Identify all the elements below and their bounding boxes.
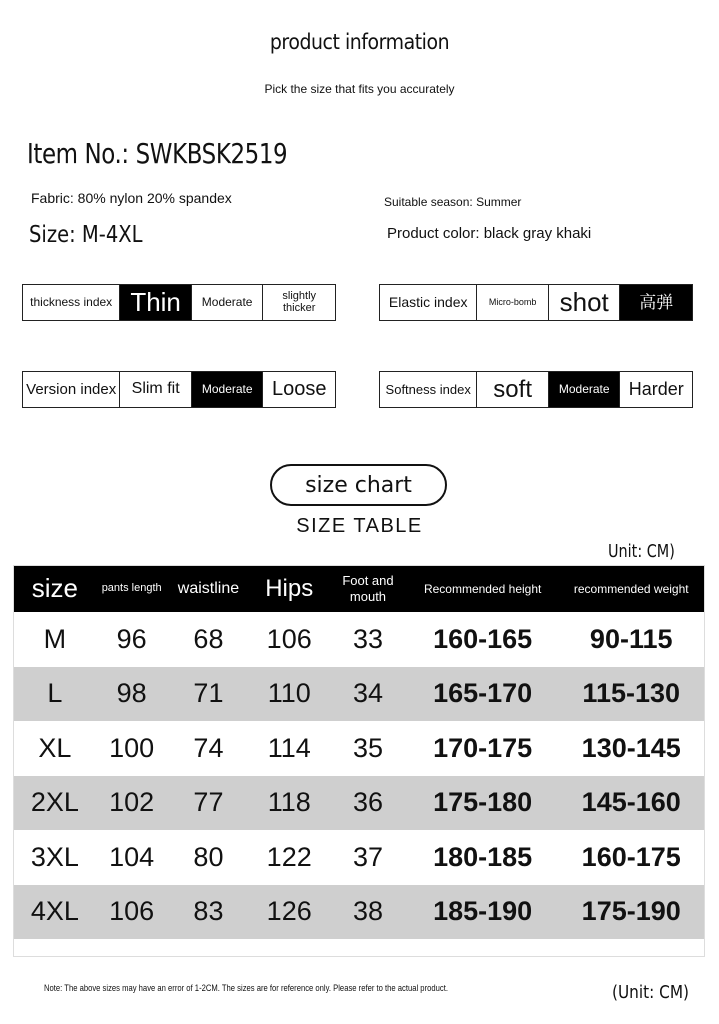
season-info: Suitable season: Summer xyxy=(384,195,522,209)
size-table-title: SIZE TABLE xyxy=(296,515,423,537)
softness-option-soft: soft xyxy=(477,372,549,407)
cell-recommended-height: 165-170 xyxy=(433,678,533,709)
elastic-option-high: 高弹 xyxy=(620,285,692,320)
page-title: product information xyxy=(269,30,450,54)
cell-recommended-weight: 175-190 xyxy=(581,896,681,927)
cell-pants-length: 100 xyxy=(109,732,155,763)
cell-size: XL xyxy=(38,732,72,763)
header-pants-length: pants length xyxy=(101,582,162,595)
version-index-label: Version index xyxy=(23,372,120,407)
cell-pants-length: 102 xyxy=(109,787,155,818)
cell-hips: 118 xyxy=(267,787,311,818)
softness-index-label: Softness index xyxy=(380,372,477,407)
cell-pants-length: 106 xyxy=(109,896,155,927)
cell-recommended-height: 170-175 xyxy=(433,732,533,763)
thickness-index-row xyxy=(22,284,336,321)
header-recommended-weight: recommended weight xyxy=(573,581,689,596)
softness-option-moderate: Moderate xyxy=(549,372,621,407)
cell-hips: 114 xyxy=(267,732,311,763)
table-row-4xl xyxy=(14,885,704,940)
thickness-option-slightly-thicker: slightly thicker xyxy=(282,289,317,314)
cell-foot-and-mouth: 33 xyxy=(352,623,383,654)
cell-recommended-weight: 145-160 xyxy=(581,787,681,818)
cell-size: M xyxy=(43,623,67,654)
cell-foot-and-mouth: 37 xyxy=(352,841,383,872)
thickness-option-thin: Thin xyxy=(120,285,192,320)
cell-recommended-height: 185-190 xyxy=(433,896,533,927)
cell-size: 2XL xyxy=(30,787,79,818)
fabric-info: Fabric: 80% nylon 20% spandex xyxy=(31,190,232,206)
cell-foot-and-mouth: 35 xyxy=(352,732,383,763)
cell-hips: 106 xyxy=(266,623,312,654)
color-info: Product color: black gray khaki xyxy=(387,225,592,242)
cell-recommended-height: 175-180 xyxy=(433,787,533,818)
header-recommended-height: Recommended height xyxy=(423,581,542,596)
size-table xyxy=(13,565,705,957)
cell-foot-and-mouth: 38 xyxy=(352,896,383,927)
cell-hips: 126 xyxy=(266,896,312,927)
table-bottom-spacer xyxy=(14,939,704,956)
softness-option-harder: Harder xyxy=(628,379,684,400)
elastic-option-micro-bomb: Micro-bomb xyxy=(477,285,549,320)
thickness-option-moderate: Moderate xyxy=(192,285,264,320)
version-option-moderate: Moderate xyxy=(192,372,264,407)
version-option-loose: Loose xyxy=(271,378,327,400)
cell-recommended-height: 160-165 xyxy=(433,623,533,654)
cell-size: L xyxy=(47,678,63,709)
cell-recommended-weight: 130-145 xyxy=(581,732,681,763)
header-waistline: waistline xyxy=(177,580,240,598)
cell-waistline: 80 xyxy=(193,841,224,872)
elastic-index-row xyxy=(379,284,693,321)
header-foot-and-mouth: Foot and mouth xyxy=(342,573,394,604)
footer-note: Note: The above sizes may have an error of 1-2CM. The sizes are for reference only. Please refer to the actual product. xyxy=(44,983,448,993)
table-row-xl xyxy=(14,721,704,776)
version-index-row xyxy=(22,371,336,408)
thickness-index-label: thickness index xyxy=(23,285,120,320)
cell-recommended-weight: 115-130 xyxy=(582,678,681,709)
version-option-slim-fit: Slim fit xyxy=(120,372,192,407)
cell-pants-length: 104 xyxy=(109,841,155,872)
table-row-3xl xyxy=(14,830,704,885)
size-chart-pill: size chart xyxy=(270,464,447,506)
table-row-l xyxy=(14,667,704,722)
cell-size: 3XL xyxy=(30,841,79,872)
cell-hips: 122 xyxy=(266,841,312,872)
size-table-header xyxy=(14,566,704,612)
cell-waistline: 77 xyxy=(193,787,224,818)
elastic-index-label: Elastic index xyxy=(380,285,477,320)
item-number: Item No.: SWKBSK2519 xyxy=(27,137,288,170)
cell-foot-and-mouth: 34 xyxy=(352,678,383,709)
cell-waistline: 71 xyxy=(193,678,224,709)
cell-pants-length: 96 xyxy=(116,623,147,654)
softness-index-row xyxy=(379,371,693,408)
elastic-option-shot: shot xyxy=(549,285,621,320)
cell-recommended-weight: 90-115 xyxy=(589,623,673,654)
cell-recommended-height: 180-185 xyxy=(433,841,533,872)
cell-hips: 110 xyxy=(267,678,311,709)
cell-size: 4XL xyxy=(30,896,79,927)
table-row-m xyxy=(14,612,704,667)
unit-label-top: Unit: CM) xyxy=(608,541,675,562)
cell-pants-length: 98 xyxy=(116,678,147,709)
header-size: size xyxy=(31,573,78,604)
cell-waistline: 83 xyxy=(193,896,224,927)
page-subtitle: Pick the size that fits you accurately xyxy=(264,82,455,96)
cell-waistline: 68 xyxy=(193,623,224,654)
cell-recommended-weight: 160-175 xyxy=(581,841,681,872)
size-range: Size: M-4XL xyxy=(29,222,143,248)
table-row-2xl xyxy=(14,776,704,831)
header-hips: Hips xyxy=(265,574,314,602)
cell-foot-and-mouth: 36 xyxy=(352,787,383,818)
cell-waistline: 74 xyxy=(193,732,224,763)
unit-label-bottom: (Unit: CM) xyxy=(612,982,689,1003)
